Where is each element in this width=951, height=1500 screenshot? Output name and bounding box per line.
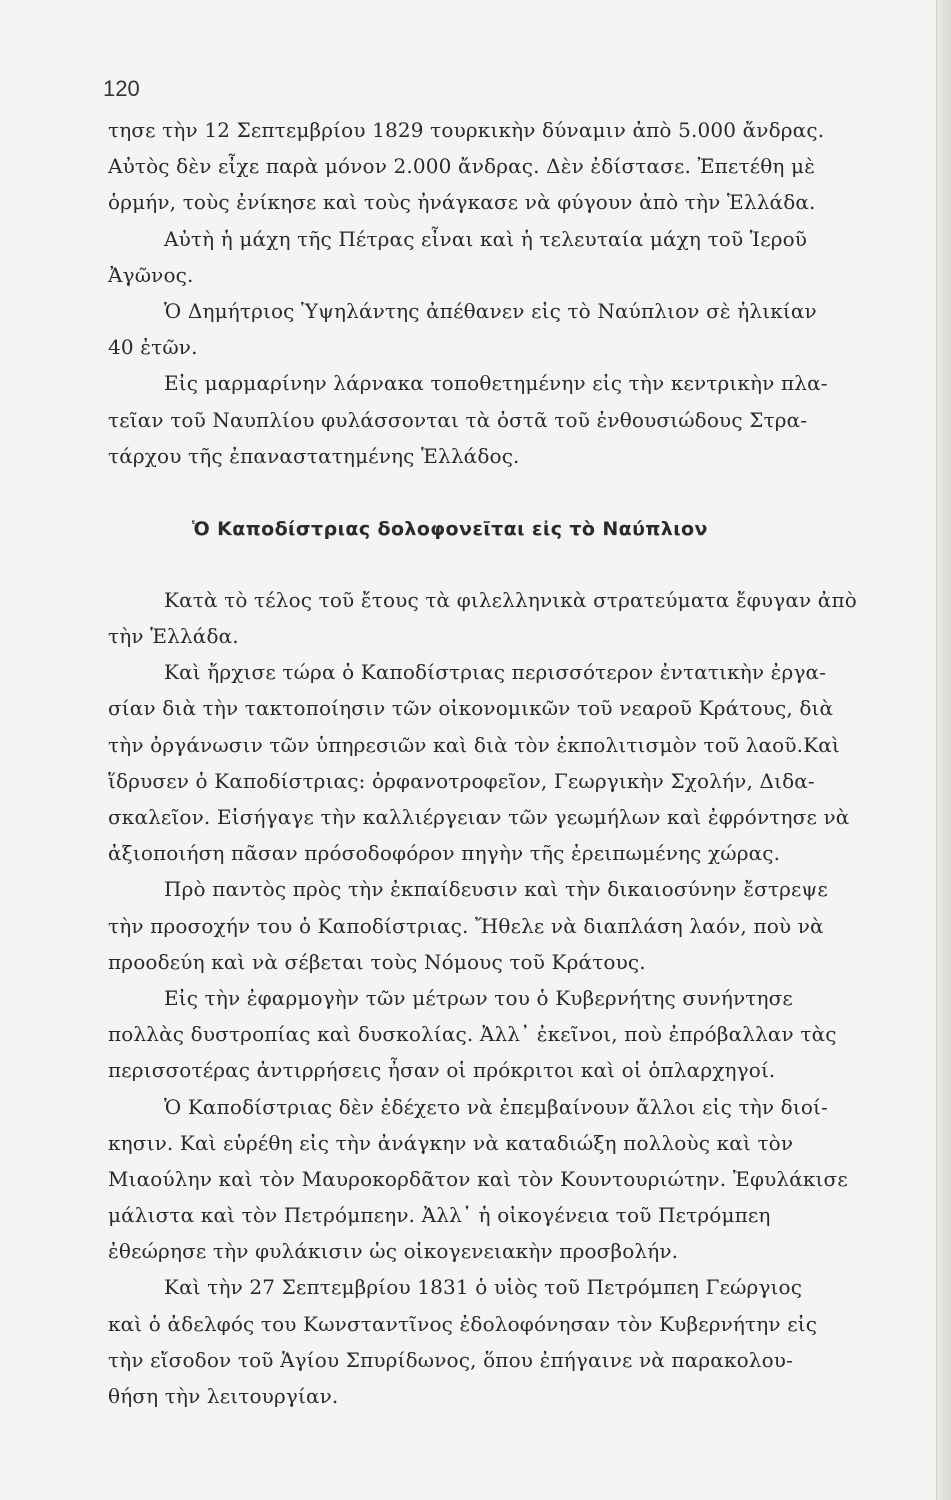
text-line: ὁρμήν, τοὺς ἐνίκησε καὶ τοὺς ἠνάγκασε νὰ φύγουν ἀπὸ τὴν Ἑλλάδα. xyxy=(108,190,816,215)
text-line: προοδεύη καὶ νὰ σέβεται τοὺς Νόμους τοῦ Κράτους. xyxy=(108,949,646,974)
paragraph-start-line: Καὶ τὴν 27 Σεπτεμβρίου 1831 ὁ υἱὸς τοῦ Πετρόμπεη Γεώργιος xyxy=(164,1275,803,1300)
text-line: μάλιστα καὶ τὸν Πετρόμπεην. Ἀλλ᾽ ἡ οἰκογένεια τοῦ Πετρόμπεη xyxy=(108,1203,771,1228)
text-line: ἀξιοποιήση πᾶσαν πρόσοδοφόρον πηγὴν τῆς ἐρειπωμένης χώρας. xyxy=(108,841,781,866)
text-line: Ἀγῶνος. xyxy=(108,262,194,287)
text-line: σίαν διὰ τὴν τακτοποίησιν τῶν οἰκονομικῶν τοῦ νεαροῦ Κράτους, διὰ xyxy=(108,696,834,721)
paragraph-start-line: Εἰς τὴν ἐφαρμογὴν τῶν μέτρων του ὁ Κυβερνήτης συνήντησε xyxy=(164,985,793,1010)
text-line: Αὐτὸς δὲν εἶχε παρὰ μόνον 2.000 ἄνδρας. Δὲν ἐδίστασε. Ἐπετέθη μὲ xyxy=(108,154,816,179)
text-line: τὴν Ἑλλάδα. xyxy=(108,624,239,649)
intro-section xyxy=(108,112,923,474)
text-line: τεῖαν τοῦ Ναυπλίου φυλάσσονται τὰ ὀστᾶ τοῦ ἐνθουσιώδους Στρα- xyxy=(108,407,808,432)
paragraph-start-line: Καὶ ἤρχισε τώρα ὁ Καποδίστριας περισσότερον ἐντατικὴν ἐργα- xyxy=(164,660,827,685)
page-number: 120 xyxy=(103,76,140,101)
text-line: καὶ ὁ ἀδελφός του Κωνσταντῖνος ἐδολοφόνησαν τὸν Κυβερνήτην εἰς xyxy=(108,1311,818,1336)
text-line: τὴν προσοχήν του ὁ Καποδίστριας. Ἤθελε νὰ διαπλάση λαόν, ποὺ νὰ xyxy=(108,913,824,938)
paragraph-start-line: Αὐτὴ ἡ μάχη τῆς Πέτρας εἶναι καὶ ἡ τελευταία μάχη τοῦ Ἱεροῦ xyxy=(164,226,808,251)
text-line: περισσοτέρας ἀντιρρήσεις ἦσαν οἱ πρόκριτοι καὶ οἱ ὁπλαρχηγοί. xyxy=(108,1058,776,1083)
page-edge xyxy=(936,0,951,1500)
page-text xyxy=(108,112,923,1414)
paragraph-start-line: Εἰς μαρμαρίνην λάρνακα τοποθετημένην εἰς τὴν κεντρικὴν πλα- xyxy=(164,371,828,396)
text-line: σκαλεῖον. Εἰσήγαγε τὴν καλλιέργειαν τῶν γεωμήλων καὶ ἐφρόντησε νὰ xyxy=(108,805,850,829)
text-line: τὴν ὀργάνωσιν τῶν ὑπηρεσιῶν καὶ διὰ τὸν ἐκπολιτισμὸν τοῦ λαοῦ.Καὶ xyxy=(108,732,840,757)
text-line: θήση τὴν λειτουργίαν. xyxy=(108,1384,339,1408)
text-line: κησιν. Καὶ εὑρέθη εἰς τὴν ἀνάγκην νὰ καταδιώξη πολλοὺς καὶ τὸν xyxy=(108,1130,794,1155)
section-heading: Ὁ Καποδίστριας δολοφονεῖται εἰς τὸ Ναύπλιον xyxy=(192,517,708,540)
paragraph-start-line: Ὁ Καποδίστριας δὲν ἐδέχετο νὰ ἐπεμβαίνουν ἄλλοι εἰς τὴν διοί- xyxy=(164,1094,828,1119)
paragraph-start-line: Πρὸ παντὸς πρὸς τὴν ἐκπαίδευσιν καὶ τὴν δικαιοσύνην ἔστρεψε xyxy=(164,877,828,902)
text-line: πολλὰς δυστροπίας καὶ δυσκολίας. Ἀλλ᾽ ἐκεῖνοι, ποὺ ἐπρόβαλλαν τὰς xyxy=(108,1022,837,1047)
text-line: 40 ἐτῶν. xyxy=(108,335,198,360)
text-line: ἐθεώρησε τὴν φυλάκισιν ὡς οἰκογενειακὴν προσβολήν. xyxy=(108,1239,679,1264)
paragraph-start-line: Κατὰ τὸ τέλος τοῦ ἔτους τὰ φιλελληνικὰ στρατεύματα ἔφυγαν ἀπὸ xyxy=(164,587,857,612)
body-section xyxy=(108,582,923,1414)
text-line: Μιαούλην καὶ τὸν Μαυροκορδᾶτον καὶ τὸν Κουντουριώτην. Ἐφυλάκισε xyxy=(108,1166,848,1191)
text-line: ἵδρυσεν ὁ Καποδίστριας: ὀρφανοτροφεῖον, Γεωργικὴν Σχολήν, Διδα- xyxy=(108,768,815,793)
text-line: τησε τὴν 12 Σεπτεμβρίου 1829 τουρκικὴν δύναμιν ἀπὸ 5.000 ἄνδρας. xyxy=(108,118,825,142)
paragraph-start-line: Ὁ Δημήτριος Ὑψηλάντης ἀπέθανεν εἰς τὸ Ναύπλιον σὲ ἡλικίαν xyxy=(164,298,817,323)
text-line: τάρχου τῆς ἐπαναστατημένης Ἑλλάδος. xyxy=(108,443,520,468)
text-line: τὴν εἴσοδον τοῦ Ἁγίου Σπυρίδωνος, ὅπου ἐπήγαινε νὰ παρακολου- xyxy=(108,1347,794,1372)
